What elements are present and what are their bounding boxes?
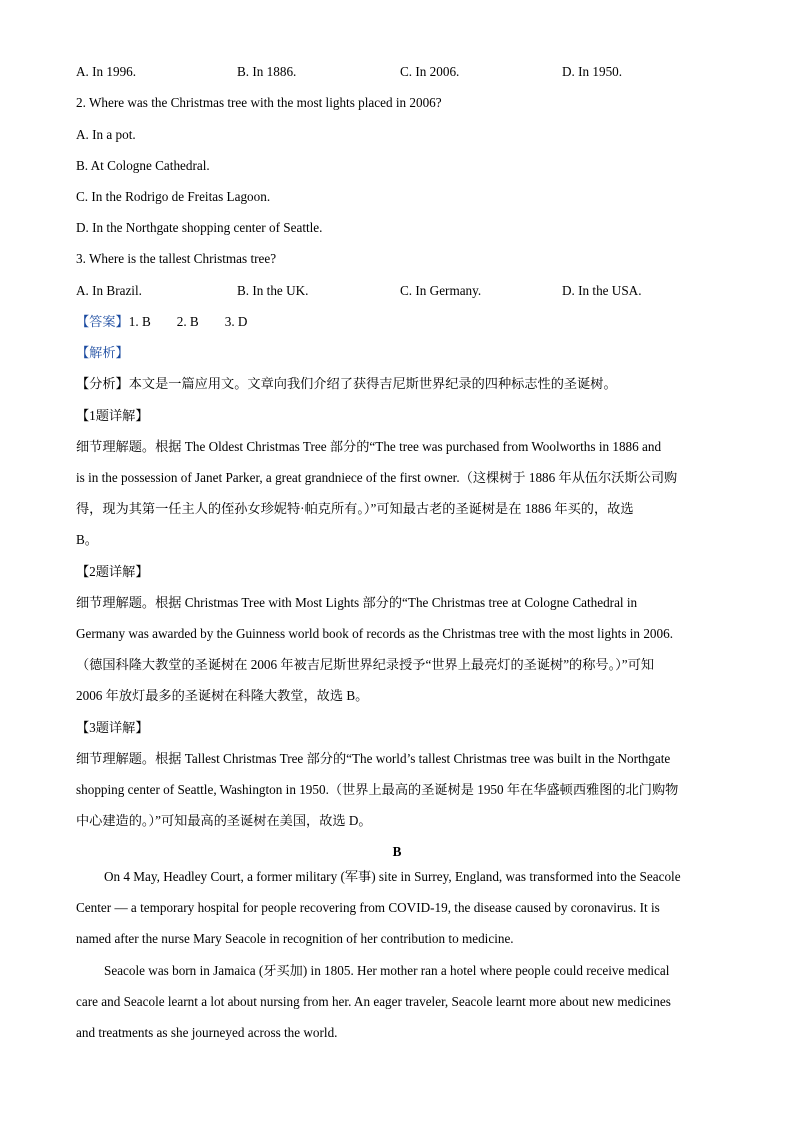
q1-option-a: A. In 1996. [76,64,137,79]
overview-text: 【分析】本文是一篇应用文。文章向我们介绍了获得吉尼斯世界纪录的四种标志性的圣诞树。 [76,376,617,391]
passage-b-line: On 4 May, Headley Court, a former military (军事) site in Surrey, England, was transformed into the Seacole [104,869,681,884]
detail2-line: 细节理解题。根据 Christmas Tree with Most Lights 部分的“The Christmas tree at Cologne Cathedral in [76,595,638,610]
detail3-line: shopping center of Seattle, Washington in 1950.（世界上最高的圣诞树是 1950 年在华盛顿西雅图的北门购物 [76,782,679,797]
q3-option-d: D. In the USA. [562,283,642,298]
detail2-heading: 【2题详解】 [76,564,149,579]
detail3-heading: 【3题详解】 [76,720,149,735]
detail1-heading: 【1题详解】 [76,408,149,423]
q3-option-c: C. In Germany. [400,283,482,298]
detail1-line: is in the possession of Janet Parker, a great grandniece of the first owner.（这棵树于 1886 年从伍尔沃斯公司购 [76,470,678,485]
detail3-line: 细节理解题。根据 Tallest Christmas Tree 部分的“The world’s tallest Christmas tree was built in the Northgate [76,751,671,766]
answer-item: 2. B [176,314,199,329]
detail3-line: 中心建造的。）”可知最高的圣诞树在美国，故选 D。 [76,813,372,828]
detail1-line: 得，现为其第一任主人的侄孙女珍妮特·帕克所有。）”可知最古老的圣诞树是在 1886 年买的，故选 [76,501,634,516]
detail2-line: （德国科隆大教堂的圣诞树在 2006 年被吉尼斯世界纪录授予“世界上最亮灯的圣诞树”的称号。）”可知 [76,657,655,672]
q2-stem: 2. Where was the Christmas tree with the most lights placed in 2006? [76,95,442,110]
q3-stem: 3. Where is the tallest Christmas tree? [76,251,277,266]
q2-option-c: C. In the Rodrigo de Freitas Lagoon. [76,189,271,204]
answer-item: 3. D [224,314,248,329]
answer-label: 【答案】 [76,314,129,329]
detail1-line: 细节理解题。根据 The Oldest Christmas Tree 部分的“The tree was purchased from Woolworths in 1886 and [76,439,662,454]
q2-option-b: B. At Cologne Cathedral. [76,158,210,173]
answer-items [129,314,274,329]
q2-option-d: D. In the Northgate shopping center of Seattle. [76,220,323,235]
q3-option-a: A. In Brazil. [76,283,142,298]
q1-option-b: B. In 1886. [237,64,297,79]
detail1-line: B。 [76,532,98,547]
q2-option-a: A. In a pot. [76,127,136,142]
answer-item: 1. B [128,314,151,329]
analysis-label: 【解析】 [76,345,129,360]
passage-b-line: care and Seacole learnt a lot about nursing from her. An eager traveler, Seacole learnt more about new medicines [76,994,671,1009]
detail2-line: 2006 年放灯最多的圣诞树在科隆大教堂，故选 B。 [76,688,369,703]
passage-b-line: Seacole was born in Jamaica (牙买加) in 1805. Her mother ran a hotel where people could receive medical [104,963,670,978]
q1-options [76,63,721,81]
section-b-heading: B [392,844,402,859]
q1-option-c: C. In 2006. [400,64,460,79]
passage-b-line: Center — a temporary hospital for people recovering from COVID-19, the disease caused by coronavirus. It is [76,900,660,915]
q1-option-d: D. In 1950. [562,64,623,79]
q3-option-b: B. In the UK. [237,283,309,298]
passage-b-line: named after the nurse Mary Seacole in recognition of her contribution to medicine. [76,931,514,946]
detail2-line: Germany was awarded by the Guinness world book of records as the Christmas tree with the most lights in 2006. [76,626,673,641]
q3-options [76,282,721,300]
passage-b-line: and treatments as she journeyed across the world. [76,1025,338,1040]
answer-line [76,313,721,331]
